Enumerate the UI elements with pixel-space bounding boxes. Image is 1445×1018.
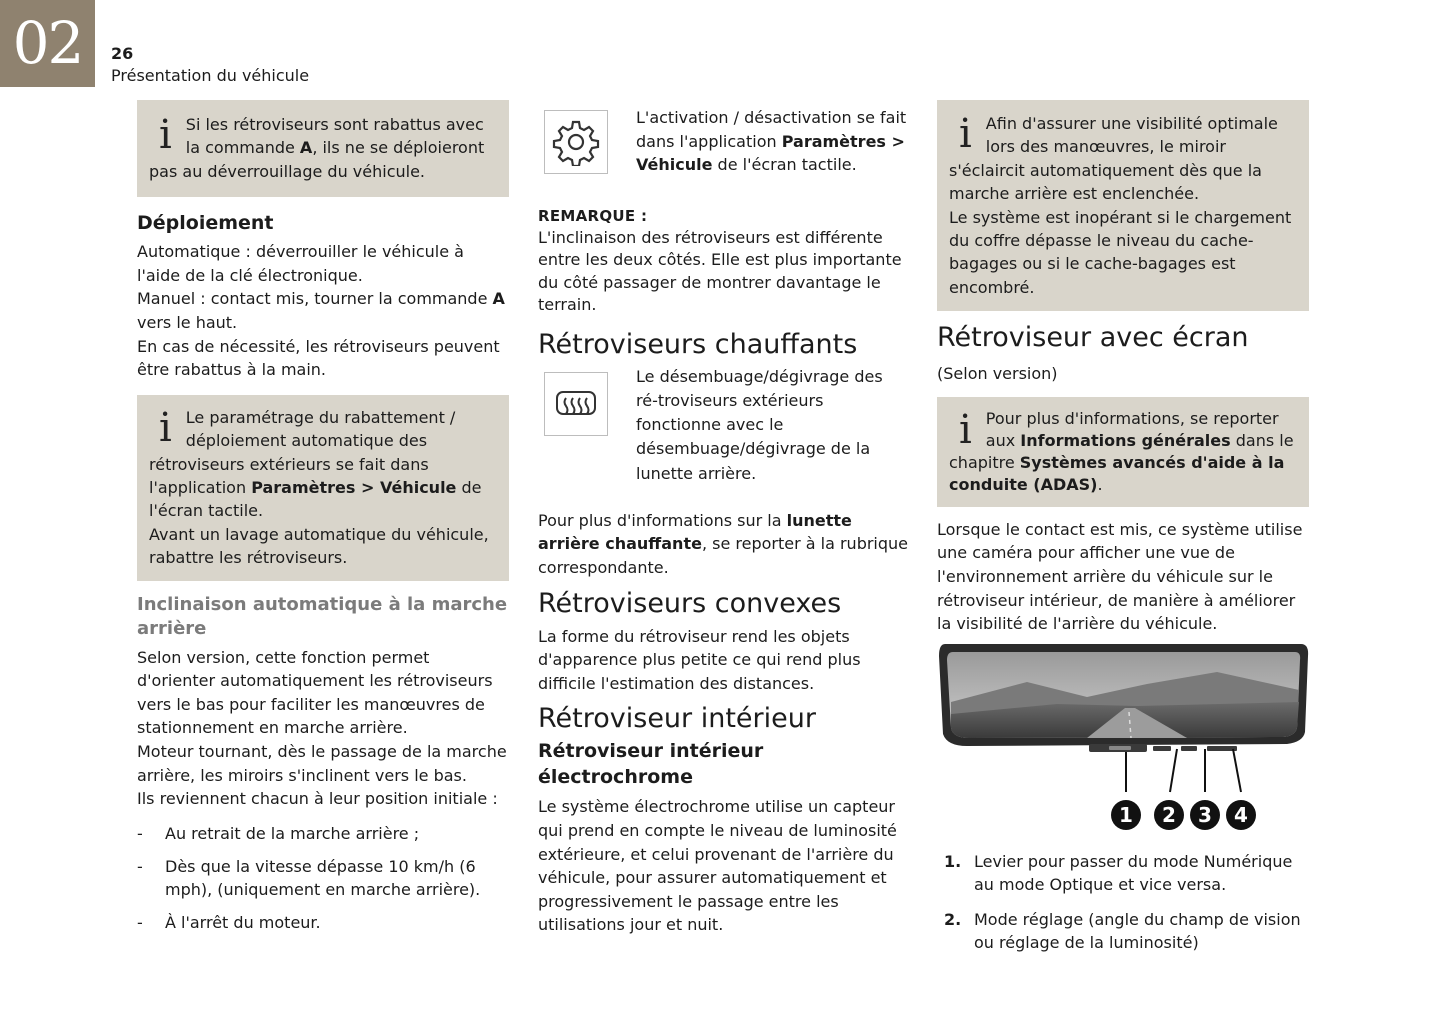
list-item: 2. Mode réglage (angle du champ de vision ou réglage de la luminosité) xyxy=(944,909,1301,952)
callout-2: 2 xyxy=(1154,800,1184,830)
text-manuel: Manuel : contact mis, tourner la commande A vers le haut. xyxy=(137,289,505,332)
info-icon: i xyxy=(159,112,172,158)
info-note: i Pour plus d'informations, se reporter aux Informations générales dans le chapitre Systèmes avancés d'aide à la conduite (ADAS). xyxy=(937,397,1309,507)
defrost-text: Le désembuage/dégivrage des ré-troviseurs extérieurs fonctionne avec le désembuage/dégivrage de la lunette arrière. xyxy=(636,366,883,483)
column-3 xyxy=(937,100,1309,966)
text-version: (Selon version) xyxy=(937,364,1058,384)
info-note: i Afin d'assurer une visibilité optimale lors des manœuvres, le miroir s'éclaircit automatiquement dès que la marche arrière est enclenchée. Le système est inopérant si le chargement du coffre dépasse le niveau du cache-bagages ou si le cache-bagages est encombré. xyxy=(937,100,1309,311)
callout-4: 4 xyxy=(1226,800,1256,830)
remarque-text: L'inclinaison des rétroviseurs est différente entre les deux côtés. Elle est plus importante du côté passager de montrer davantage le terrain. xyxy=(538,227,902,315)
info-icon: i xyxy=(959,406,972,453)
remarque-label: REMARQUE : xyxy=(538,206,648,225)
mirror-image xyxy=(937,642,1309,798)
column-1 xyxy=(137,100,509,944)
screen-mirror-illustration xyxy=(937,642,1309,832)
text-contact: Lorsque le contact est mis, ce système utilise une caméra pour afficher une vue de l'environnement arrière du véhicule sur le rétroviseur intérieur, de manière à améliorer la visibilité de l'arrière du véhicule. xyxy=(937,519,1303,634)
text-convexes: La forme du rétroviseur rend les objets d'apparence plus petite ce qui rend plus difficile l'estimation des distances. xyxy=(538,626,861,693)
heading-electrochrome: Rétroviseur intérieur électrochrome xyxy=(538,740,764,789)
list-item: - Dès que la vitesse dépasse 10 km/h (6 mph), (uniquement en marche arrière). xyxy=(137,855,509,901)
rear-defrost-icon xyxy=(544,372,608,436)
page-number: 26 xyxy=(111,44,134,63)
list-item: 1. Levier pour passer du mode Numérique au mode Optique et vice versa. xyxy=(944,851,1293,894)
text-electrochrome: Le système électrochrome utilise un capteur qui prend en compte le niveau de luminosité extérieure, et celui provenant de l'arrière du véhicule, pour assurer automatiquement et progressivement le passage entre les utilisations jour et nuit. xyxy=(538,797,897,935)
info-icon: i xyxy=(159,404,172,451)
heading-ecran: Rétroviseur avec écran xyxy=(937,322,1249,354)
settings-gear-icon xyxy=(544,110,608,174)
defrost-row xyxy=(538,366,908,486)
info-icon: i xyxy=(959,111,972,157)
heading-deploiement: Déploiement xyxy=(137,212,274,235)
info-note: i Le paramétrage du rabattement / déploiement automatique des rétroviseurs extérieurs se fait dans l'application Paramètres > Véhicule de l'écran tactile. Avant un lavage automatique du véhicule, rabattre les rétroviseurs. xyxy=(137,395,509,581)
list-item: - À l'arrêt du moteur. xyxy=(137,911,509,934)
column-2 xyxy=(538,100,908,937)
text-auto: Automatique : déverrouiller le véhicule à l'aide de la clé électronique. xyxy=(137,242,464,285)
heading-interieur: Rétroviseur intérieur xyxy=(538,703,816,735)
heading-inclinaison: Inclinaison automatique à la marche arrière xyxy=(137,593,508,639)
list-item: - Au retrait de la marche arrière ; xyxy=(137,822,509,845)
text-inclinaison-2: Moteur tournant, dès le passage de la marche arrière, les miroirs s'inclinent vers le bas. xyxy=(137,742,507,785)
text-lunette: Pour plus d'informations sur la lunette arrière chauffante, se reporter à la rubrique correspondante. xyxy=(538,510,909,577)
activation-row: L'activation / désactivation se fait dans l'application Paramètres > Véhicule de l'écran tactile. xyxy=(538,108,908,177)
text-necessite: En cas de nécessité, les rétroviseurs peuvent être rabattus à la main. xyxy=(137,336,500,380)
dash-list xyxy=(137,822,509,934)
chapter-tab: 02 xyxy=(0,0,95,87)
text-inclinaison-3: Ils reviennent chacun à leur position initiale : xyxy=(137,789,498,809)
heading-chauffants: Rétroviseurs chauffants xyxy=(538,328,858,360)
section-title: Présentation du véhicule xyxy=(111,66,310,85)
numbered-list xyxy=(937,850,1309,954)
callout-1: 1 xyxy=(1111,800,1141,830)
heading-convexes: Rétroviseurs convexes xyxy=(538,587,842,619)
callout-3: 3 xyxy=(1190,800,1220,830)
info-note: i Si les rétroviseurs sont rabattus avec la commande A, ils ne se déploieront pas au déverrouillage du véhicule. xyxy=(137,100,509,197)
text-inclinaison-1: Selon version, cette fonction permet d'orienter automatiquement les rétroviseurs vers le bas pour faciliter les manœuvres de stationnement en marche arrière. xyxy=(137,647,493,738)
